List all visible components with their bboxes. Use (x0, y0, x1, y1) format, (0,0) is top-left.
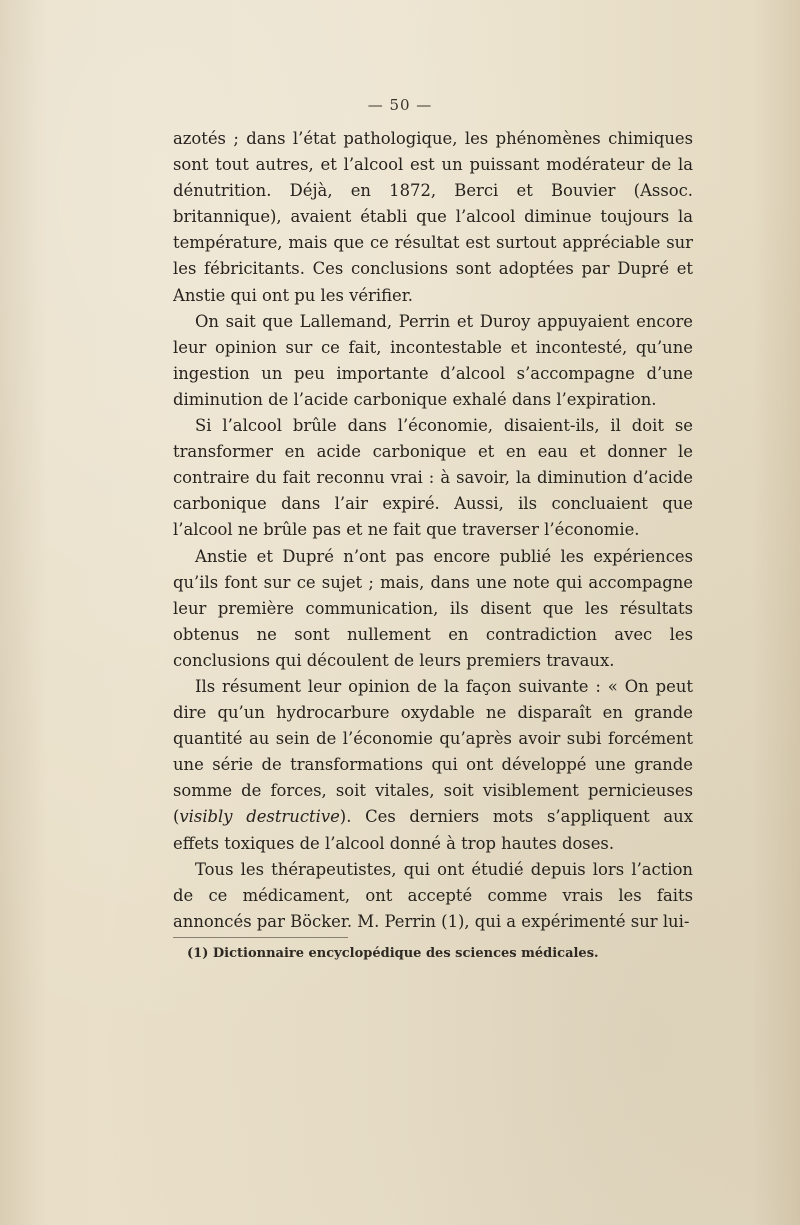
paragraph-1: azotés ; dans l’état pathologique, les phénomènes chimiques sont tout autres, et l’alcool est un puissant modérateur de la dénutrition. Déjà, en 1872, Berci et Bouvier (Assoc. britannique), avaient établi que l’alcool diminue toujours la température, mais que ce résultat est surtout appréciable sur les fébricitants. Ces conclusions sont adoptées par Dupré et Anstie qui ont pu les vérifier. (173, 129, 693, 305)
body-text (173, 126, 693, 935)
paragraph-6: Tous les thérapeutistes, qui ont étudié depuis lors l’action de ce médicament, ont accepté comme vrais les faits annoncés par Böcker. M. Perrin (1), qui a expérimenté sur lui- (173, 859, 693, 931)
paragraph-5-text-a: Ils résument leur opinion de la façon suivante : « On peut dire qu’un hydrocarbure oxydable ne disparaît en grande quantité au sein de l’économie qu’après avoir subi forcément une série de transformations qui ont développé une grande somme de forces, soit vitales, soit visiblement pernicieuses ( (173, 676, 693, 827)
paragraph-3: Si l’alcool brûle dans l’économie, disaient-ils, il doit se transformer en acide carbonique et en eau et donner le contraire du fait reconnu vrai : à savoir, la diminution d’acide carbonique dans l’air expiré. Aussi, ils concluaient que l’alcool ne brûle pas et ne fait que traverser l’économie. (173, 416, 693, 540)
paragraph-2: On sait que Lallemand, Perrin et Duroy appuyaient encore leur opinion sur ce fait, incontestable et incontesté, qu’une ingestion un peu importante d’alcool s’accompagne d’une diminution de l’acide carbonique exhalé dans l’expiration. (173, 311, 693, 409)
paragraph-5-italic: visibly destructive (179, 807, 340, 827)
footnote: (1) Dictionnaire encyclopédique des sciences médicales. (187, 946, 599, 961)
page-number: — 50 — (367, 96, 433, 114)
paragraph-4: Anstie et Dupré n’ont pas encore publié les expériences qu’ils font sur ce sujet ; mais, dans une note qui accompagne leur première communication, ils disent que les résultats obtenus ne sont nullement en contradiction avec les conclusions qui découlent de leurs premiers travaux. (173, 546, 693, 670)
footnote-rule (173, 937, 348, 938)
paragraph-5 (173, 674, 693, 857)
paragraph-5-text-b: ). Ces derniers mots s’appliquent aux effets toxiques de l’alcool donné à trop hautes doses. (173, 807, 693, 853)
